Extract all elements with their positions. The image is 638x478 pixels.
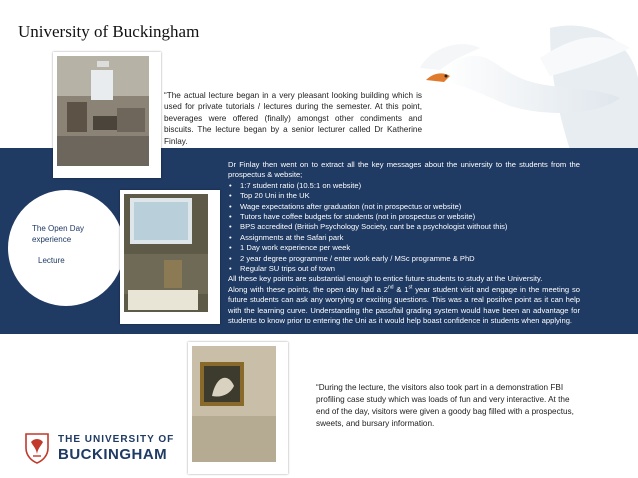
list-item: • 1 Day work experience per week bbox=[228, 243, 580, 253]
quote-top: “The actual lecture began in a very pleasant looking building which is used for private tutorials / lectures during the semester. At this point, beverages were offered (finally) amongst other condiments and biscuits. The lecture began by a senior lecturer called Dr Katherine Finlay. bbox=[164, 91, 422, 146]
painting-photo bbox=[188, 342, 288, 474]
list-item: • Top 20 Uni in the UK bbox=[228, 191, 580, 201]
list-item: • Regular SU trips out of town bbox=[228, 264, 580, 274]
university-logo bbox=[24, 432, 194, 466]
swan-image bbox=[400, 18, 638, 150]
lecture-photo bbox=[120, 190, 220, 324]
logo-line2: BUCKINGHAM bbox=[58, 446, 168, 463]
quote-bottom: “During the lecture, the visitors also took part in a demonstration FBI profiling case study which was loads of fun and very interactive. At the end of the day, visitors were given a goody bag filled with a prospectus, sweets, and bursary information. bbox=[316, 383, 574, 428]
circle-label-line1: The Open Day bbox=[32, 224, 85, 233]
list-item: • 1:7 student ratio (10.5:1 on website) bbox=[228, 181, 580, 191]
main-text bbox=[228, 160, 580, 327]
logo-line1: THE UNIVERSITY OF bbox=[58, 434, 175, 445]
section-circle bbox=[6, 188, 126, 308]
page-title: University of Buckingham bbox=[18, 22, 200, 41]
list-item: • Assignments at the Safari park bbox=[228, 233, 580, 243]
circle-label-line3: Lecture bbox=[38, 256, 65, 265]
main-intro: Dr Finlay then went on to extract all the key messages about the university to the students from the prospectus & website; bbox=[228, 160, 580, 180]
list-item: • Tutors have coffee budgets for students (not in prospectus or website) bbox=[228, 212, 580, 222]
circle-label-line2: experience bbox=[32, 235, 72, 244]
list-item: • BPS accredited (British Psychology Society, cant be a psychologist without this) bbox=[228, 222, 580, 232]
main-para1: All these key points are substantial enough to entice future students to study at the University. bbox=[228, 274, 543, 284]
list-item: • 2 year degree programme / enter work early / MSc programme & PhD bbox=[228, 254, 580, 264]
main-para2: Along with these points, the open day had a 2nd & 1st year student visit and engage in the meeting so future students can ask any worrying or exciting questions. This was a real positive point as it can help with the learning curve. Understanding the pass/fail grading system would have been an advantage for students to know prior to entering the Uni as it would help boast confidence in students when applying. bbox=[228, 284, 580, 326]
list-item: • Wage expectations after graduation (not in prospectus or website) bbox=[228, 202, 580, 212]
room-photo bbox=[53, 52, 161, 178]
key-points-list bbox=[228, 181, 580, 275]
crest-icon bbox=[24, 432, 50, 464]
